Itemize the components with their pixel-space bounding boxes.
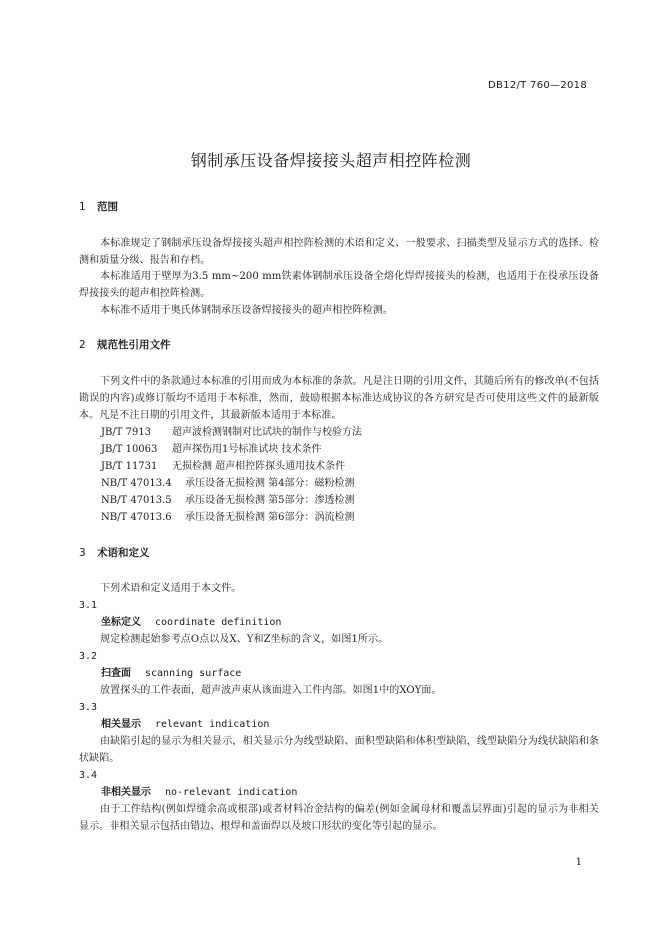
reference-title: 承压设备无损检测 第4部分：磁粉检测 <box>185 478 355 489</box>
term-definition: 规定检测起始参考点O点以及X、Y和Z坐标的含义，如图1所示。 <box>100 634 389 645</box>
term-number: 3.3 <box>79 702 98 713</box>
reference-item <box>101 424 362 441</box>
reference-code: JB/T 7913 <box>101 427 152 438</box>
section-1-heading <box>79 199 118 216</box>
term-chinese: 非相关显示 <box>101 787 151 798</box>
reference-title: 无损检测 超声相控阵探头通用技术条件 <box>172 461 346 472</box>
term-definition: 放置探头的工件表面，超声波声束从该面进入工件内部。如图1中的XOY面。 <box>100 685 442 696</box>
term-chinese: 扫查面 <box>101 668 131 679</box>
reference-code: JB/T 11731 <box>101 461 158 472</box>
reference-title: 超声探伤用1号标准试块 技术条件 <box>172 444 322 455</box>
reference-item <box>101 509 355 526</box>
reference-item <box>101 475 355 492</box>
section-1-paragraph-1: 本标准规定了钢制承压设备焊接接头超声相控阵检测的术语和定义、一般要求、扫描类型及显示方式的选择、检测和质量分级、报告和存档。 <box>79 238 599 266</box>
term-definition: 由缺陷引起的显示为相关显示，相关显示分为线型缺陷、面积型缺陷和体积型缺陷，线型缺陷分为线状缺陷和条状缺陷。 <box>79 736 599 764</box>
term-english: relevant indication <box>155 719 270 730</box>
reference-code: NB/T 47013.4 <box>101 478 172 489</box>
reference-title: 超声波检测钢制对比试块的制作与校验方法 <box>172 427 362 438</box>
reference-code: NB/T 47013.5 <box>101 495 172 506</box>
term-definition: 由于工件结构(例如焊缝余高或根部)或者材料冶金结构的偏差(例如金属母材和覆盖层界面)引起的显示为非相关显示。非相关显示包括由错边、根焊和盖面焊以及坡口形状的变化等引起的显示。 <box>79 804 599 832</box>
section-2-heading <box>79 337 171 354</box>
term-chinese: 相关显示 <box>101 719 141 730</box>
reference-title: 承压设备无损检测 第5部分：渗透检测 <box>185 495 355 506</box>
section-number: 3 <box>79 547 86 559</box>
term-chinese: 坐标定义 <box>101 617 141 628</box>
term-number: 3.4 <box>79 770 98 781</box>
term-heading <box>101 614 281 631</box>
section-3-heading <box>79 545 150 562</box>
term-english: no-relevant indication <box>165 787 298 798</box>
term-english: scanning surface <box>145 668 242 679</box>
document-title: 钢制承压设备焊接接头超声相控阵检测 <box>190 151 472 170</box>
term-heading <box>101 716 269 733</box>
section-1-paragraph-2: 本标准适用于壁厚为3.5 mm~200 mm铁素体钢制承压设备全熔化焊焊接接头的检测，也适用于在役承压设备焊接接头的超声相控阵检测。 <box>79 271 599 299</box>
section-title: 术语和定义 <box>97 547 150 559</box>
section-3-intro: 下列术语和定义适用于本文件。 <box>100 583 242 594</box>
reference-code: NB/T 47013.6 <box>101 512 172 523</box>
section-title: 规范性引用文件 <box>97 339 171 351</box>
section-number: 1 <box>79 201 86 213</box>
section-title: 范围 <box>97 201 118 213</box>
term-number: 3.1 <box>79 600 98 611</box>
reference-item <box>101 492 355 509</box>
reference-item <box>101 441 322 458</box>
term-heading <box>101 665 241 682</box>
reference-item <box>101 458 345 475</box>
reference-title: 承压设备无损检测 第6部分：涡流检测 <box>185 512 355 523</box>
reference-code: JB/T 10063 <box>101 444 158 455</box>
section-1-paragraph-3: 本标准不适用于奥氏体钢制承压设备焊接接头的超声相控阵检测。 <box>100 305 393 316</box>
term-number: 3.2 <box>79 651 98 662</box>
section-number: 2 <box>79 339 86 351</box>
section-2-paragraph-1: 下列文件中的条款通过本标准的引用而成为本标准的条款。凡是注日期的引用文件，其随后所有的修改单(不包括勘误的内容)或修订版均不适用于本标准，然而，鼓励根据本标准达成协议的各方研究是否可使用这些文件的最新版本。凡是不注日期的引用文件，其最新版本适用于本标准。 <box>79 376 599 421</box>
term-heading <box>101 784 297 801</box>
document-code: DB12/T 760—2018 <box>488 80 587 91</box>
page-number: 1 <box>575 857 582 868</box>
term-english: coordinate definition <box>155 617 282 628</box>
